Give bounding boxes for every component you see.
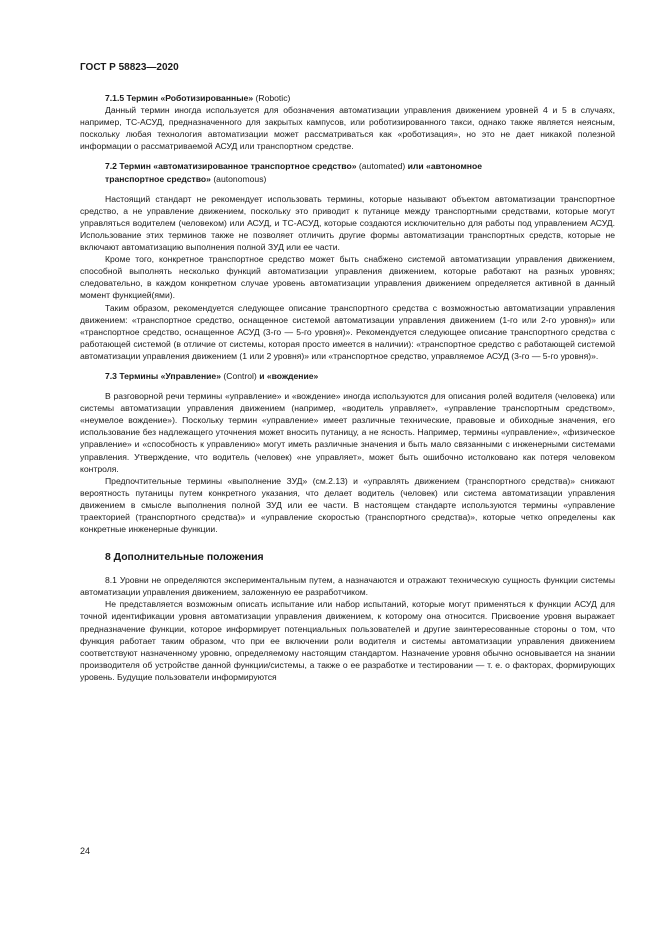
heading-bold: 7.1.5 Термин «Роботизированные» [105,93,254,103]
heading-bold: транспортное средство» [105,173,211,184]
heading-normal: (automated) [356,161,408,172]
heading-bold: и «вождение» [259,370,319,381]
paragraph: Кроме того, конкретное транспортное средство может быть снабжено системой автоматизации управления движением, способной выполнять несколько функций автоматизации управления движением, которые работают на разных уровнях; следовательно, в каждом конкретном случае уровень автоматизации управления движением определяется активной в данный момент функцией(ями). [80,254,615,301]
heading-bold: 7.3 Термины «Управление» [105,370,221,381]
heading-normal: (Robotic) [253,93,291,103]
heading-normal: (Control) [220,370,260,381]
paragraph: Не представляется возможным описать испытание или набор испытаний, которые могут применяться к функции АСУД для точной идентификации уровня автоматизации управления движением, к которому она относится. Присвоение уровня выражает предназначение функции, которое информирует потенциальных пользователей и другие заинтересованные стороны о том, что функция работает таким образом, что при ее включении роли водителя и системы автоматизации управления движением соответствуют назначенному уровню, определяемому настоящим стандартом. Назначение уровня обычно основывается на знании производителя об устройстве данной функции/системы, а также о ее разработке и тестировании — т. е. о факторах, формирующих уровень. Будущие пользователи информируются [80,599,615,682]
section-7-2-heading [80,160,615,172]
heading-normal: (autonomous) [210,173,267,184]
page-number: 24 [80,846,91,856]
paragraph: 8.1 Уровни не определяются экспериментальным путем, а назначаются и отражают техническую сущность функции системы автоматизации управления движением, заложенную ее разработчиком. [80,575,615,598]
heading-bold: 7.2 Термин «автоматизированное транспортное средство» [105,161,357,172]
document-header: ГОСТ Р 58823—2020 [80,62,179,73]
section-7-1-5-heading [80,92,615,104]
paragraph: Настоящий стандарт не рекомендует использовать термины, которые называют объектом автоматизации транспортное средство, а не управление движением, поскольку это приводит к путанице между транспортными средствами, которые могут управляться водителем (человеком) или АСУД, и ТС-АСУД, которые создаются исключительно для работы под управлением АСУД. Использование этих терминов также не позволяет отличить другие формы автоматизации транспортных средств, которые не включают автоматизацию выполнения полной ЗУД или ее части. [80,193,615,253]
heading-bold: или «автономное [407,161,483,172]
section-8-heading: 8 Дополнительные положения [105,552,264,564]
paragraph: В разговорной речи термины «управление» и «вождение» иногда используются для описания ролей водителя (человека) или системы автоматизации управления движением (например, «водитель управляет», «управление транспортным средством», «неумелое вождение»). Поскольку термин «управление» имеет различные технические, правовые и обиходные значения, его использование без надлежащего уточнения может вносить путаницу, а не ясность. Например, термины «управление», «физическое управление» и «способность к управлению» могут иметь различные значения и быть мало связанными с инженерными системами управления. Утверждение, что водитель (человек) «не управляет», может быть ошибочно истолковано как потеря человеком контроля. [80,391,615,474]
paragraph: Данный термин иногда используется для обозначения автоматизации управления движением уровней 4 и 5 в случаях, например, ТС-АСУД, предназначенного для закрытых кампусов, или роботизированного такси, однако также является неясным, поскольку любая технология автоматизации может рассматриваться как «роботизация», но это не дает никакой полезной информации о рассматриваемой АСУД или транспортном средстве. [80,105,615,152]
paragraph: Предпочтительные термины «выполнение ЗУД» (см.2.13) и «управлять движением (транспортного средства)» снижают вероятность путаницы путем конкретного указания, что делает водитель (человек) или система автоматизации управления движением в смысле выполнения полной ЗУД или ее части. В настоящем стандарте используются термины «управление траекторией (транспортного средства)» и «управление скоростью (транспортного средства)», которые четко определены как конкретные инженерные функции. [80,475,615,535]
document-body [80,92,615,683]
paragraph: Таким образом, рекомендуется следующее описание транспортного средства с возможностью автоматизации управления движением: «транспортное средство, оснащенное системой автоматизации управления движением (1-го или 2-го уровня)» или «транспортное средство, оснащенное АСУД (3-го — 5-го уровня)». Рекомендуется следующее описание транспортного средства с работающей системой (в отличие от системы, которая просто имеется в наличии): «транспортное средство с работающей системой автоматизации управления движением (1 или 2 уровня)» или «транспортное средство, управляемое АСУД (3-го — 5-го уровня)». [80,302,615,361]
section-7-3-heading [80,370,615,382]
section-7-2-heading-line2 [80,173,615,185]
